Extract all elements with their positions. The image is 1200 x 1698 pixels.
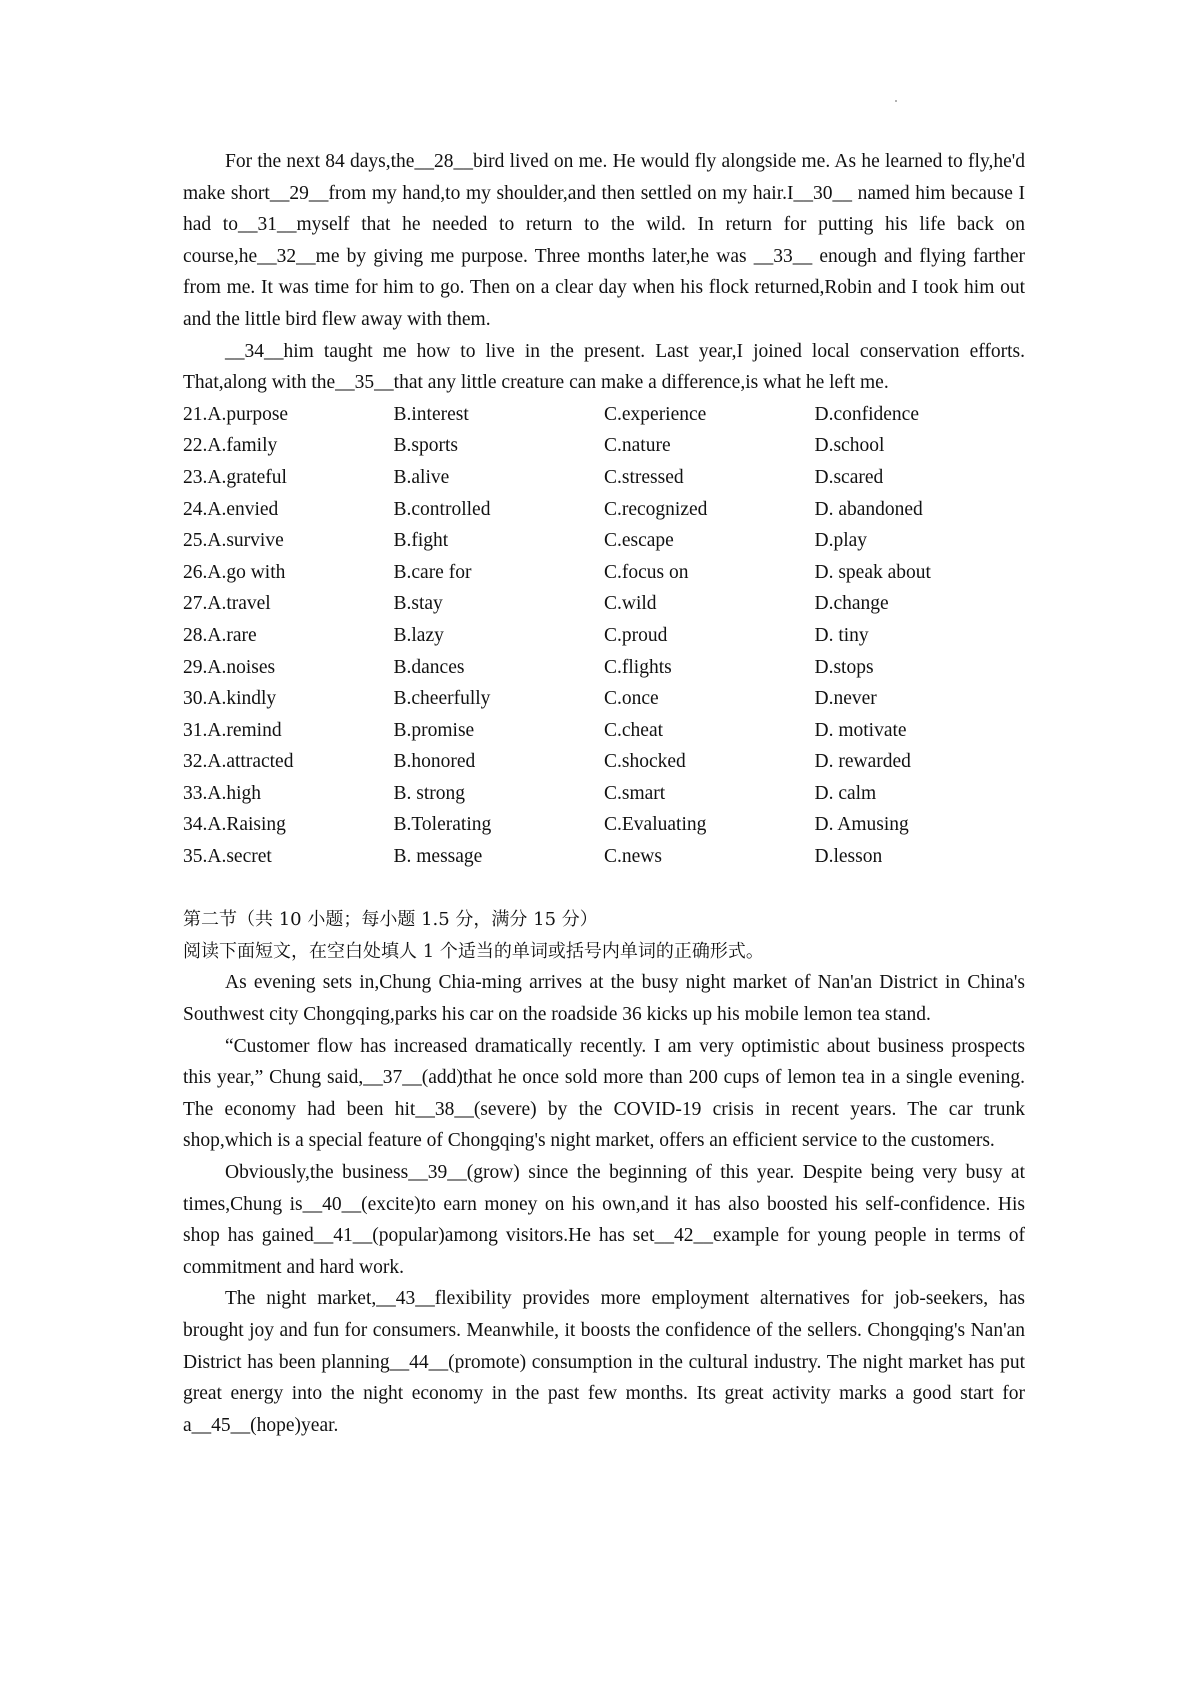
option-b: B. strong	[393, 782, 466, 804]
option-c: C.nature	[604, 435, 671, 457]
option-row-33	[183, 778, 1025, 810]
option-b: B.cheerfully	[393, 688, 491, 710]
option-row-30	[183, 683, 1025, 715]
option-d: D.school	[814, 435, 885, 457]
option-a: 31.A.remind	[183, 719, 282, 741]
option-a: 24.A.envied	[183, 498, 279, 520]
option-row-34	[183, 809, 1025, 841]
option-b: B.lazy	[393, 624, 444, 646]
option-c: C.cheat	[604, 719, 664, 741]
option-row-28	[183, 620, 1025, 652]
option-a: 32.A.attracted	[183, 751, 294, 773]
option-row-35	[183, 841, 1025, 873]
grammar-passage-paragraph-1: As evening sets in,Chung Chia-ming arrives at the busy night market of Nan'an District in China's Southwest city Chongqing,parks his car on the roadside 36 kicks up his mobile lemon tea stand.	[183, 972, 1025, 1026]
section-instruction: 阅读下面短文，在空白处填人 1 个适当的单词或括号内单词的正确形式。	[183, 940, 764, 962]
option-d: D. motivate	[814, 719, 907, 741]
option-d: D.lesson	[814, 846, 883, 868]
option-b: B.dances	[393, 656, 465, 678]
grammar-passage-paragraph-2: “Customer flow has increased dramatically recently. I am very optimistic about business prospects this year,” Chung said,__37__(add)that he once sold more than 200 cups of lemon tea in a single evening. The economy had been hit__38__(severe) by the COVID-19 crisis in recent years. The car trunk shop,which is a special feature of Chongqing's night market, offers an efficient service to the customers.	[183, 1035, 1025, 1152]
option-c: C.once	[604, 688, 659, 710]
option-d: D. abandoned	[814, 498, 923, 520]
option-b: B.alive	[393, 466, 450, 488]
option-row-31	[183, 715, 1025, 747]
option-a: 35.A.secret	[183, 846, 272, 868]
cloze-passage-paragraph-2: __34__him taught me how to live in the present. Last year,I joined local conservation efforts. That,along with the__35__that any little creature can make a difference,is what he left me.	[183, 340, 1025, 394]
exam-page	[183, 146, 1025, 1441]
option-b: B.stay	[393, 593, 443, 615]
option-row-29	[183, 652, 1025, 684]
option-row-26	[183, 557, 1025, 589]
grammar-passage-paragraph-4: The night market,__43__flexibility provides more employment alternatives for job-seekers, has brought joy and fun for consumers. Meanwhile, it boosts the confidence of the sellers. Chongqing's Nan'an District has been planning__44__(promote) consumption in the cultural industry. The night market has put great energy into the night economy in the past few months. Its great activity marks a good start for a__45__(hope)year.	[183, 1288, 1025, 1436]
option-c: C.flights	[604, 656, 672, 678]
option-a: 33.A.high	[183, 782, 261, 804]
option-d: D.confidence	[814, 403, 919, 425]
cloze-section	[183, 146, 1025, 873]
section-gap	[183, 873, 1025, 905]
option-c: C.recognized	[604, 498, 708, 520]
option-row-24	[183, 494, 1025, 526]
option-d: D. rewarded	[814, 751, 911, 773]
option-a: 28.A.rare	[183, 624, 257, 646]
option-c: C.smart	[604, 782, 666, 804]
option-a: 21.A.purpose	[183, 403, 289, 425]
option-a: 23.A.grateful	[183, 466, 287, 488]
option-c: C.shocked	[604, 751, 686, 773]
option-a: 25.A.survive	[183, 530, 284, 552]
option-b: B.promise	[393, 719, 475, 741]
option-row-25	[183, 525, 1025, 557]
option-d: D.never	[814, 688, 877, 710]
option-d: D. calm	[814, 782, 877, 804]
page-speck	[895, 100, 897, 102]
option-d: D.stops	[814, 656, 874, 678]
option-c: C.stressed	[604, 466, 684, 488]
option-d: D.scared	[814, 466, 884, 488]
option-b: B.controlled	[393, 498, 491, 520]
option-d: D.play	[814, 530, 868, 552]
option-b: B.care for	[393, 561, 472, 583]
option-c: C.Evaluating	[604, 814, 707, 836]
cloze-passage-paragraph-1: For the next 84 days,the__28__bird lived on me. He would fly alongside me. As he learned to fly,he'd make short__29__from my hand,to my shoulder,and then settled on my hair.I__30__ named him because I had to__31__myself that he needed to return to the wild. In return for putting his life back on course,he__32__me by giving me purpose. Three months later,he was __33__ enough and flying farther from me. It was time for him to go. Then on a clear day when his flock returned,Robin and I took him out and the little bird flew away with them.	[183, 151, 1025, 330]
option-d: D. Amusing	[814, 814, 909, 836]
option-d: D. speak about	[814, 561, 931, 583]
option-c: C.focus on	[604, 561, 689, 583]
option-b: B.interest	[393, 403, 469, 425]
option-a: 34.A.Raising	[183, 814, 286, 836]
grammar-passage-paragraph-3: Obviously,the business__39__(grow) since the beginning of this year. Despite being very busy at times,Chung is__40__(excite)to earn money on his own,and it has also boosted his self-confidence. His shop has gained__41__(popular)among visitors.He has set__42__example for young people in terms of commitment and hard work.	[183, 1162, 1025, 1278]
grammar-fill-section	[183, 904, 1025, 1441]
option-b: B.fight	[393, 530, 449, 552]
option-a: 29.A.noises	[183, 656, 276, 678]
option-b: B.honored	[393, 751, 476, 773]
option-c: C.escape	[604, 530, 674, 552]
option-a: 22.A.family	[183, 435, 278, 457]
option-row-22	[183, 430, 1025, 462]
option-b: B. message	[393, 846, 483, 868]
option-c: C.wild	[604, 593, 657, 615]
option-c: C.proud	[604, 624, 668, 646]
option-row-23	[183, 462, 1025, 494]
option-row-21	[183, 399, 1025, 431]
option-a: 27.A.travel	[183, 593, 271, 615]
option-c: C.news	[604, 846, 662, 868]
option-b: B.sports	[393, 435, 458, 457]
option-d: D.change	[814, 593, 889, 615]
section-heading: 第二节（共 10 小题；每小题 1.5 分，满分 15 分）	[183, 909, 598, 931]
option-row-27	[183, 588, 1025, 620]
option-a: 30.A.kindly	[183, 688, 277, 710]
option-b: B.Tolerating	[393, 814, 492, 836]
option-a: 26.A.go with	[183, 561, 286, 583]
cloze-options-list	[183, 399, 1025, 873]
option-d: D. tiny	[814, 624, 869, 646]
option-row-32	[183, 746, 1025, 778]
option-c: C.experience	[604, 403, 707, 425]
